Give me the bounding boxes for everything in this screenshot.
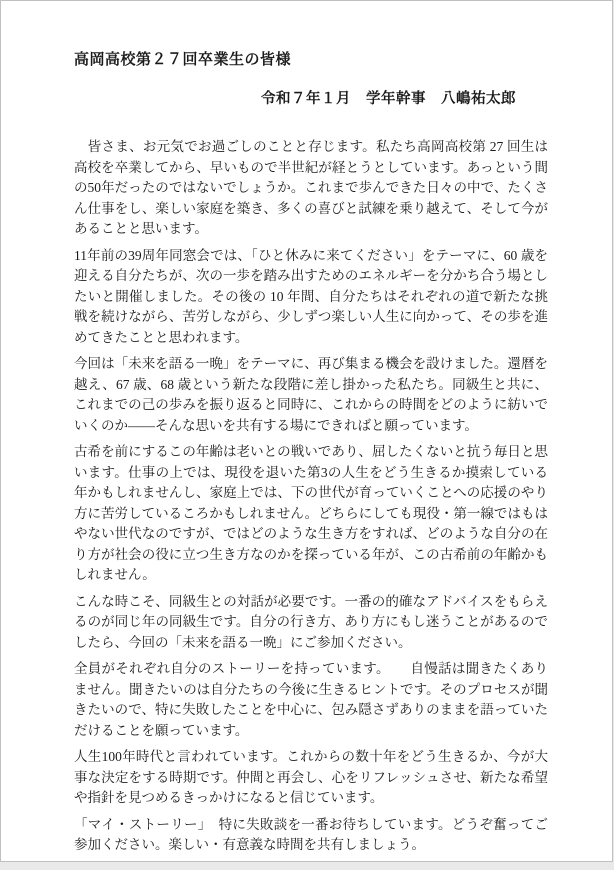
- document-title: 高岡高校第２７回卒業生の皆様: [74, 52, 292, 68]
- paragraph-age-before-70: 古希を前にするこの年齢は老いとの戦いであり、屈したくないと抗う毎日と思います。仕事の上では、現役を退いた第3の人生をどう生きるか摸索している年かもしれませんし、家庭上では、下の世代が育っていくことへの応援のやり方に苦労しているころかもしれません。どちらにしても現役・第一線ではもはやない世代なのですが、ではどのような生き方をすれば、どのような自分の在り方が社会の役に立つ生き方なのかを探っている年が、この古希前の年齢かもしれません。: [74, 444, 548, 582]
- letter-body: [74, 137, 548, 856]
- paragraph-greeting: 皆さま、お元気でお過ごしのことと存じます。私たち高岡高校第 27 回生は高校を卒業してから、早いもので半世紀が経とうとしています。あっという間の50年だったのではないでしょうか。これまで歩んできた日々の中で、たくさん仕事をし、楽しい家庭を築き、多くの喜びと試練を乗り越えて、そして今があることと思います。: [74, 139, 548, 236]
- paragraph-100-year-life: 人生100年時代と言われています。これからの数十年をどう生きるか、今が大事な決定をする時期です。仲間と再会し、心をリフレッシュさせ、新たな希望や指針を見つめるきっかけになると信じています。: [74, 749, 548, 805]
- paragraph-theme-future-night: 今回は「未来を語る一晩」をテーマに、再び集まる機会を設けました。還暦を越え、67 歳、68 歳という新たな段階に差し掛かった私たち。同級生と共に、これまでの己の歩みを振り返ると同時に、これからの時間をどのように紡いでいくのか――そんな思いを共有する場にできればと願っています。: [74, 356, 548, 433]
- paragraph-my-story-invitation: 「マイ・ストーリー」 特に失敗談を一番お待ちしています。どうぞ奮ってご参加ください。楽しい・有意義な時間を共有しましょう。: [74, 816, 548, 852]
- dateline-author: 令和７年１月 学年幹事 八嶋祐太郎: [261, 91, 516, 107]
- paragraph-everyone-has-story: 全員がそれぞれ自分のストーリーを持っています。 自慢話は聞きたくありません。聞きたいのは自分たちの今後に生きるヒントです。そのプロセスが聞きたいので、特に失敗したことを中心に、包み隠さずありのままを語っていただけることを願っています。: [74, 661, 548, 738]
- letter-content: [1, 1, 612, 856]
- paragraph-dialogue-with-classmates: こんな時こそ、同級生との対話が必要です。一番の的確なアドバイスをもらえるのが同じ年の同級生です。自分の行き方、あり方にもし迷うことがあるのでしたら、今回の「未来を語る一晩」にご参加ください。: [74, 593, 548, 650]
- paragraph-39th-reunion: 11年前の39周年同窓会では、「ひと休みに来てください」をテーマに、60 歳を迎える自分たちが、次の一歩を踏み出すためのエネルギーを分かち合う場としたいと開催しました。その後の 10 年間、自分たちはそれぞれの道で新たな挑戦を続けながら、苦労しながら、少しずつ楽しい人生に向かって、その歩を進めてきたことと思われます。: [74, 247, 548, 345]
